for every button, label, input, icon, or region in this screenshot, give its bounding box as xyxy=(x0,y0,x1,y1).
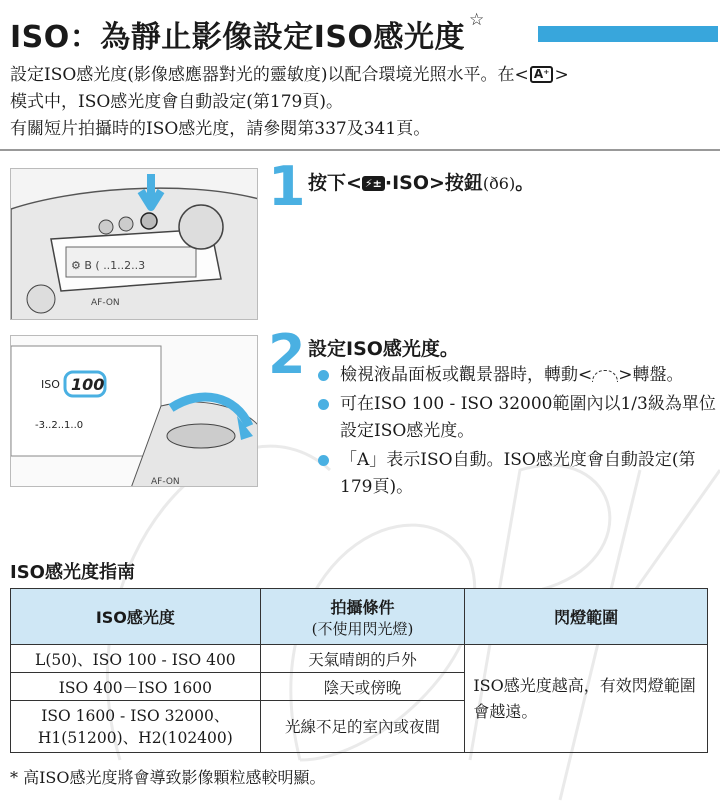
iso-cell: L(50)、ISO 100 - ISO 400 xyxy=(11,645,261,673)
step-number-1: 1 xyxy=(268,155,306,218)
condition-cell: 光線不足的室內或夜間 xyxy=(260,701,465,753)
flash-exposure-button-icon: ⚡± xyxy=(362,176,385,191)
column-header-iso: ISO感光度 xyxy=(11,589,261,645)
svg-text:100: 100 xyxy=(71,375,105,394)
scene-intelligent-auto-icon: A⁺ xyxy=(530,66,554,83)
list-item: 檢視液晶面板或觀景器時，轉動< >轉盤。 xyxy=(316,362,716,389)
step-2-instruction: 設定ISO感光度。 xyxy=(308,338,459,360)
list-item: 可在ISO 100 - ISO 32000範圍內以1/3級為單位設定ISO感光度。 xyxy=(316,391,716,445)
star-icon: ☆ xyxy=(469,10,485,30)
page-header xyxy=(10,12,710,56)
step-1-instruction: 按下< ⚡± ·ISO>按鈕(ð6)。 xyxy=(308,172,535,194)
step-number-2: 2 xyxy=(268,323,306,386)
iso-cell: ISO 1600 - ISO 32000、 H1(51200)、H2(102400) xyxy=(11,701,261,753)
intro-paragraph: 設定ISO感光度(影像感應器對光的靈敏度)以配合環境光照水平。在< A⁺ > 模式中，ISO感光度會自動設定(第179頁)。 有關短片拍攝時的ISO感光度，請參閱第337及341頁。 xyxy=(10,65,569,139)
title-accent-bar xyxy=(538,26,718,42)
table-row xyxy=(11,645,708,673)
svg-text:ISO: ISO xyxy=(41,378,60,391)
camera-lcd-iso-dial-icon xyxy=(10,335,258,487)
bullet-dot-icon xyxy=(318,370,329,381)
iso-cell: ISO 400－ISO 1600 xyxy=(11,673,261,701)
main-dial-icon xyxy=(592,370,618,382)
timer-note: (ð6) xyxy=(482,174,516,193)
svg-text:⚙ B ( ..1..2..3: ⚙ B ( ..1..2..3 xyxy=(71,259,146,272)
footnote: * 高ISO感光度將會導致影像顆粒感較明顯。 xyxy=(10,768,326,787)
camera-top-iso-button-icon xyxy=(10,168,258,320)
flash-range-cell: ISO感光度越高，有效閃燈範圍會越遠。 xyxy=(465,645,708,753)
condition-cell: 陰天或傍晚 xyxy=(260,673,465,701)
condition-cell: 天氣晴朗的戶外 xyxy=(260,645,465,673)
table-heading: ISO感光度指南 xyxy=(10,562,135,583)
column-header-flash: 閃燈範圍 xyxy=(465,589,708,645)
page-title: ISO：為靜止影像設定ISO感光度 ☆ xyxy=(10,10,485,55)
svg-text:-3..2..1..0: -3..2..1..0 xyxy=(35,420,84,431)
iso-guide-table xyxy=(10,588,708,753)
step-2-bullets xyxy=(316,362,716,503)
list-item: 「A」表示ISO自動。ISO感光度會自動設定(第179頁)。 xyxy=(316,447,716,501)
svg-text:AF-ON: AF-ON xyxy=(151,477,180,487)
section-divider xyxy=(0,149,720,151)
bullet-dot-icon xyxy=(318,399,329,410)
column-header-condition: 拍攝條件 (不使用閃光燈) xyxy=(260,589,465,645)
bullet-dot-icon xyxy=(318,455,329,466)
svg-text:AF-ON: AF-ON xyxy=(91,298,120,308)
